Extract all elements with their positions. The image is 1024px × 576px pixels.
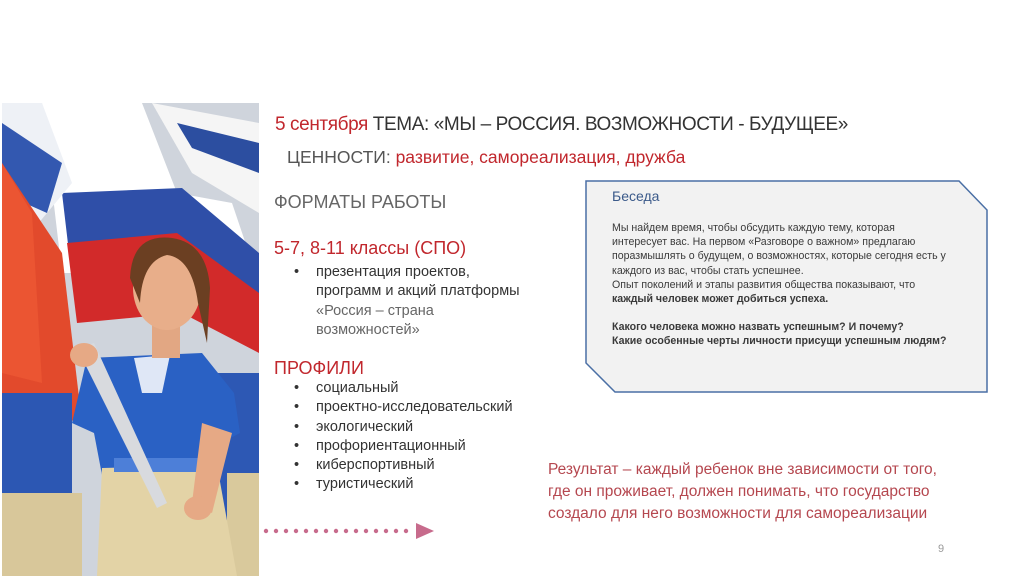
hero-photo: [2, 103, 259, 576]
topic-label: ТЕМА: «МЫ – РОССИЯ. ВОЗМОЖНОСТИ - БУДУЩЕЕ»: [367, 114, 848, 135]
list-item: программ и акций платформы: [316, 283, 520, 300]
bullet-icon: •: [294, 264, 300, 280]
values-line: [287, 147, 685, 168]
card-bold-line: каждый человек может добиться успеха.: [612, 293, 829, 306]
formats-heading: ФОРМАТЫ РАБОТЫ: [274, 192, 447, 212]
slide-title: [275, 114, 848, 136]
bullet-icon: •: [294, 457, 300, 474]
card-question: Какие особенные черты личности присущи успешным людям?: [612, 335, 947, 348]
list-item: • проектно-исследовательский: [290, 398, 513, 417]
list-item: • туристический: [290, 475, 513, 494]
profiles-heading: ПРОФИЛИ: [274, 358, 364, 378]
formats-list: [290, 263, 520, 340]
values-label: ЦЕННОСТИ:: [287, 147, 396, 167]
bullet-icon: •: [294, 437, 300, 454]
list-item: возможностей»: [316, 321, 420, 338]
list-item: • экологический: [290, 418, 513, 437]
list-item: • презентация проектов,: [290, 263, 520, 282]
bullet-icon: •: [294, 399, 300, 416]
list-item: • киберспортивный: [290, 456, 513, 475]
values-text: развитие, самореализация, дружба: [395, 147, 686, 167]
card-title: Беседа: [612, 188, 660, 204]
bullet-icon: •: [294, 380, 300, 396]
result-text: Результат – каждый ребенок вне зависимости от того, где он проживает, должен понимать, что государство создало для него возможности для самореализации: [548, 461, 937, 522]
card-question: Какого человека можно назвать успешным? И почему?: [612, 321, 904, 334]
bullet-icon: •: [294, 418, 300, 435]
date-label: 5 сентября: [275, 114, 368, 135]
bullet-icon: •: [294, 476, 300, 493]
list-item: «Россия – страна: [316, 302, 434, 319]
list-item: • социальный: [290, 379, 513, 398]
card-text: Мы найдем время, чтобы обсудить каждую тему, которая интересует вас. На первом «Разговоре о важном» предлагаю поразмышлять о будущем, о возможностях, которые сегодня есть у каждого из вас, чтобы стать успешнее. Опыт поколений и этапы развития общества показывают, что каждый человек может добиться успеха. Какого человека можно назвать успешным? И почему? Какие особенные черты личности присущи успешным людям?: [612, 221, 984, 349]
dotted-arrow-icon: [262, 521, 438, 546]
profiles-list: [290, 379, 513, 495]
list-item: • профориентационный: [290, 437, 513, 456]
classes-heading: 5-7, 8-11 классы (СПО): [274, 238, 467, 258]
page-number: 9: [938, 543, 945, 555]
